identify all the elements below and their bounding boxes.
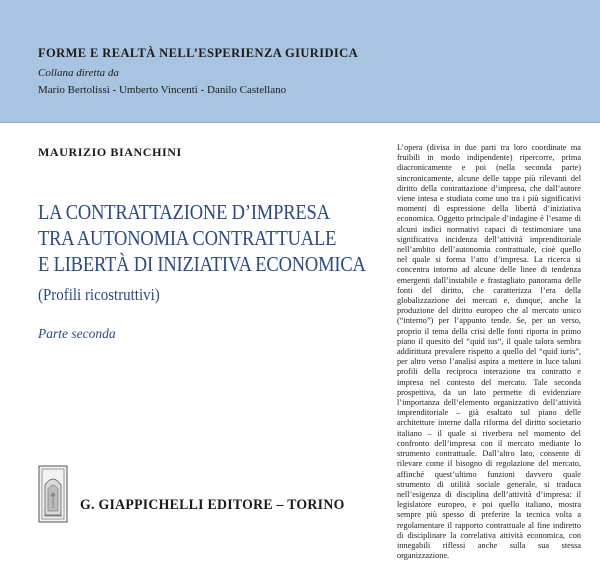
publisher-name: G. GIAPPICHELLI EDITORE – TORINO — [80, 497, 345, 513]
series-title: FORME E REALTÀ NELL’ESPERIENZA GIURIDICA — [38, 46, 359, 60]
publisher-emblem-icon — [38, 465, 68, 523]
book-title-line-3: E LIBERTÀ DI INIZIATIVA ECONOMICA — [38, 252, 366, 276]
author-name: MAURIZIO BIANCHINI — [38, 145, 182, 159]
back-cover-blurb: L’opera (divisa in due parti tra loro coordinate ma fruibili in modo indipendente) ripercorre, prima diacronicamente e poi (nella seconda parte) sincronicamente, alcune delle tappe più rilevanti del diritto della contrattazione d’impresa, che dall’autore viene intesa e studiata come uno tra i più significativi momenti di espressione della libertà d’iniziativa economica. Oggetto principale d’indagine è l’esame di alcuni indici normativi capaci di testimoniare una significativa incidenza dell’attività imprenditoriale nell’ambito dell’autonomia contrattuale, cioè quello nel quale si forma l’atto d’impresa. La ricerca si concentra intorno ad alcune delle linee di tendenza emergenti dall’instabile e frastagliato panorama delle fonti del diritto, che caratterizza l’era della globalizzazione dei mercati e, dunque, anche la produzione del diritto europeo che al mercato unico (“interno”) per l’appunto tende. Se, per un verso, proprio il tema della crisi delle fonti riporta in primo piano il quesito del “quid ius”, il quale talora sembra addirittura prevalere rispetto a quello del “quid iuris”, per altro verso l’analisi aspira a mettere in luce taluni profili della reciproca interazione tra contratto e impresa nel contesto del mercato. Tale seconda prospettiva, da un lato permette di evidenziare l’importanza dell’elemento organizzativo dell’attività imprenditoriale – già esaltato sul piano delle architetture interne dalla riforma del diritto societario italiano – il quale si riverbera nel momento del confronto dell’impresa con il mercato mediante lo strumento contrattuale. Dall’altro lato, consente di rilevare come il bisogno di regolazione del mercato, affinché quest’ultimo funzioni davvero quale strumento di utilità sociale generale, si traduca nell’esigenza di disciplina dell’attività d’impresa: il legislatore europeo, e poi quello italiano, mostra sempre più spesso di preferire la tecnica volta a regolamentare il rapporto contrattuale al fine indiretto di disciplinare la correlativa attività economica, con innegabili riflessi anche sulla sua stessa organizzazione. — [397, 143, 581, 561]
book-subtitle: (Profili ricostruttivi) — [38, 285, 160, 304]
book-title-line-2: TRA AUTONOMIA CONTRATTUALE — [38, 226, 337, 250]
book-part: Parte seconda — [38, 326, 116, 341]
book-title — [38, 199, 366, 277]
book-title-line-1: LA CONTRATTAZIONE D’IMPRESA — [38, 200, 330, 224]
series-editors: Mario Bertolissi - Umberto Vincenti - Danilo Castellano — [38, 84, 287, 96]
series-band — [0, 0, 600, 123]
series-subtitle: Collana diretta da — [38, 67, 119, 79]
